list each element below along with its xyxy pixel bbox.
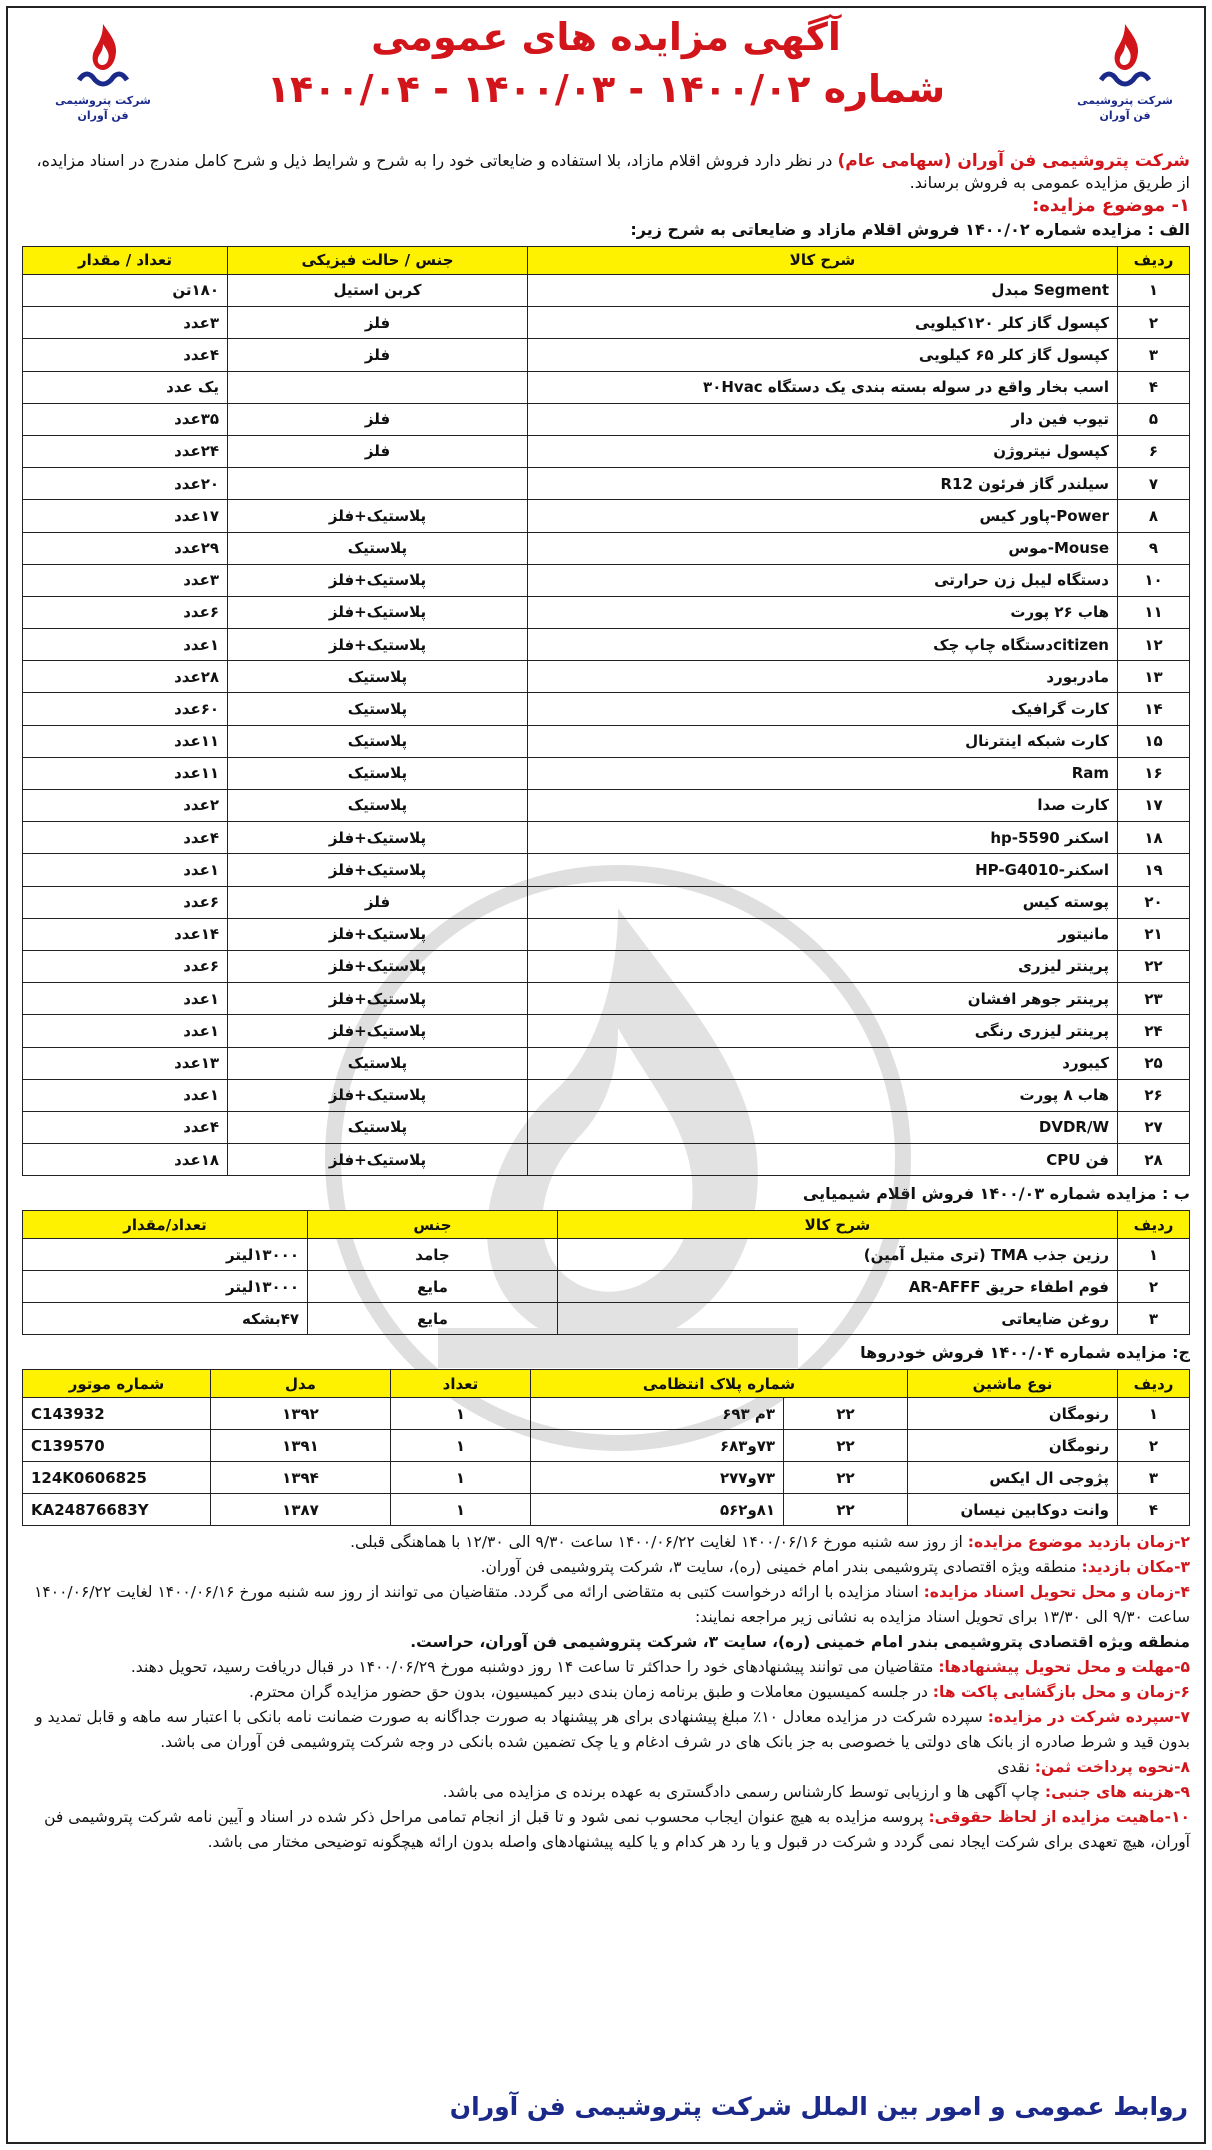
section-a-title: الف : مزایده شماره ۱۴۰۰/۰۲ فروش اقلام مازاد و ضایعاتی به شرح زیر:	[630, 220, 1190, 239]
table-cell: ۱۸۰تن	[23, 275, 228, 307]
term-item	[22, 1630, 1190, 1655]
page-title: آگهی مزایده های عمومی	[371, 15, 841, 59]
table-cell: کارت شبکه اینترنال	[528, 725, 1118, 757]
column-header: نوع ماشین	[908, 1370, 1118, 1398]
table-cell: ۱۹	[1118, 854, 1190, 886]
table-cell: رنومگان	[908, 1398, 1118, 1430]
term-item	[22, 1655, 1190, 1680]
auction-numbers: شماره ۱۴۰۰/۰۲ - ۱۴۰۰/۰۳ - ۱۴۰۰/۰۴	[266, 67, 946, 111]
table-cell: پلاستیک+فلز	[228, 854, 528, 886]
table-cell: ۱عدد	[23, 1015, 228, 1047]
table-cell: پلاستیک+فلز	[228, 950, 528, 982]
table-cell: رنومگان	[908, 1430, 1118, 1462]
company-name: شرکت پتروشیمی فن آوران (سهامی عام)	[837, 151, 1190, 171]
header	[8, 8, 1204, 156]
table-cell: C143932	[23, 1398, 211, 1430]
table-cell: ۱۱عدد	[23, 725, 228, 757]
table-cell: ۴	[1118, 371, 1190, 403]
table-cell: ۱۸	[1118, 822, 1190, 854]
table-cell: ۱۷	[1118, 790, 1190, 822]
logo-caption: شرکت پتروشیمی فن آوران	[55, 94, 151, 122]
table-cell: ۲۲	[784, 1462, 908, 1494]
term-text: سپرده شرکت در مزایده معادل ۱۰٪ مبلغ پیشنهادی برای هر پیشنهاد به صورت جداگانه به صورت ضمانت نامه بانکی با اعتبار سه ماهه و قابل تمدید و بدون قید و شرط صادره از بانک های دولتی یا خصوصی به جز بانک های در شرف ادغام و یا چک تضمین شده بانکی در وجه شرکت پتروشیمی فن آوران می باشد.	[35, 1708, 1190, 1752]
table-cell: ۸۱و۵۶۲	[530, 1494, 783, 1526]
table-cell: ۳	[1118, 1462, 1190, 1494]
table-cell: کپسول گاز کلر ۱۲۰کیلویی	[528, 307, 1118, 339]
section-c-table	[22, 1369, 1190, 1526]
table-cell: مایع	[308, 1303, 558, 1335]
table-row	[23, 725, 1190, 757]
table-cell: ۱	[390, 1462, 530, 1494]
table-cell: ۲۲	[784, 1430, 908, 1462]
table-row	[23, 307, 1190, 339]
table-row	[23, 822, 1190, 854]
intro-text: در نظر دارد فروش اقلام مازاد، بلا استفاده و ضایعاتی خود را به شرح و شرایط ذیل و شرح کامل مندرج در اسناد مزایده، از طریق مزایده عمومی به فروش برساند.	[36, 151, 1190, 192]
term-item	[22, 1580, 1190, 1630]
table-cell: پلاستیک+فلز	[228, 629, 528, 661]
table-cell: ۱	[390, 1494, 530, 1526]
term-item	[22, 1680, 1190, 1705]
table-cell: کارت گرافیک	[528, 693, 1118, 725]
table-cell: اسکنر hp-5590	[528, 822, 1118, 854]
term-label: ۴-زمان و محل تحویل اسناد مزایده:	[923, 1583, 1190, 1602]
column-header: ردیف	[1118, 247, 1190, 275]
term-text: منطقه ویژه اقتصادی پتروشیمی بندر امام خمینی (ره)، سایت ۳، شرکت پتروشیمی فن آوران، حراست.	[410, 1633, 1190, 1652]
table-cell: ۱۲	[1118, 629, 1190, 661]
table-cell: ۷	[1118, 468, 1190, 500]
term-text: چاپ آگهی ها و ارزیابی توسط کارشناس رسمی دادگستری به عهده برنده ی مزایده می باشد.	[442, 1783, 1040, 1802]
table-cell: citizenدستگاه چاپ چک	[528, 629, 1118, 661]
table-cell: پلاستیک+فلز	[228, 564, 528, 596]
table-cell: فلز	[228, 403, 528, 435]
flame-logo-icon	[1094, 22, 1156, 92]
table-row	[23, 468, 1190, 500]
column-header: مدل	[210, 1370, 390, 1398]
table-cell: ۲۴	[1118, 1015, 1190, 1047]
table-cell: پلاستیک	[228, 757, 528, 789]
term-label: ۷-سپرده شرکت در مزایده:	[987, 1708, 1190, 1727]
term-text: پروسه مزایده به هیچ عنوان ایجاب محسوب نمی شود و تا قبل از انجام تمامی مراحل ذکر شده در اسناد و آیین نامه شرکت پتروشیمی فن آوران، هیچ تعهدی برای شرکت ایجاد نمی گردد و شرکت در قبول و یا رد هر کدام و یا کلیه پیشنهادهای واصله بدون ارائه هیچگونه توضیحی مختار می باشد.	[44, 1808, 1190, 1852]
table-cell: پلاستیک	[228, 790, 528, 822]
table-row	[23, 1494, 1190, 1526]
term-text: متقاضیان می توانند پیشنهادهای خود را حداکثر تا ساعت ۱۴ روز دوشنبه مورخ ۱۴۰۰/۰۶/۲۹ در قبال دریافت رسید، تحویل دهند.	[130, 1658, 934, 1677]
table-header-row	[23, 1211, 1190, 1239]
table-cell: ۱۰	[1118, 564, 1190, 596]
term-item	[22, 1755, 1190, 1780]
table-cell: ۱۷عدد	[23, 500, 228, 532]
table-cell: پلاستیک	[228, 532, 528, 564]
flame-logo-icon	[72, 22, 134, 92]
table-cell: ۱۱عدد	[23, 757, 228, 789]
section-a-table	[22, 246, 1190, 1176]
term-text: از روز سه شنبه مورخ ۱۴۰۰/۰۶/۱۶ لغایت ۱۴۰۰/۰۶/۲۲ ساعت ۹/۳۰ الی ۱۲/۳۰ با هماهنگی قبلی.	[350, 1533, 963, 1552]
table-cell: KA24876683Y	[23, 1494, 211, 1526]
table-row	[23, 532, 1190, 564]
term-text: منطقه ویژه اقتصادی پتروشیمی بندر امام خمینی (ره)، سایت ۳، شرکت پتروشیمی فن آوران.	[480, 1558, 1077, 1577]
table-cell: ۲	[1118, 1430, 1190, 1462]
term-label: ۳-مکان بازدید:	[1081, 1558, 1190, 1577]
term-label: ۸-نحوه پرداخت ثمن:	[1034, 1758, 1190, 1777]
table-row	[23, 371, 1190, 403]
table-cell: ۲۹عدد	[23, 532, 228, 564]
table-cell: پلاستیک	[228, 693, 528, 725]
term-item	[22, 1705, 1190, 1755]
table-row	[23, 1144, 1190, 1176]
table-cell: ۱عدد	[23, 854, 228, 886]
table-cell: کربن استیل	[228, 275, 528, 307]
table-cell: ۳عدد	[23, 564, 228, 596]
table-cell: سیلندر گاز فرئون R12	[528, 468, 1118, 500]
table-cell: Mouse-موس	[528, 532, 1118, 564]
term-item	[22, 1530, 1190, 1555]
term-label: ۱۰-ماهیت مزایده از لحاظ حقوقی:	[928, 1808, 1190, 1827]
table-cell: ۲۷	[1118, 1111, 1190, 1143]
table-row	[23, 983, 1190, 1015]
table-cell: ۱	[390, 1398, 530, 1430]
column-header: ردیف	[1118, 1370, 1190, 1398]
section-c-title: ج: مزایده شماره ۱۴۰۰/۰۴ فروش خودروها	[860, 1343, 1190, 1363]
table-cell: ۶عدد	[23, 950, 228, 982]
column-header: تعداد	[390, 1370, 530, 1398]
table-cell: هاب ۲۶ پورت	[528, 596, 1118, 628]
column-header: شماره پلاک انتظامی	[530, 1370, 907, 1398]
table-row	[23, 1015, 1190, 1047]
term-item	[22, 1555, 1190, 1580]
table-cell: ۱۱	[1118, 596, 1190, 628]
term-item	[22, 1805, 1190, 1855]
section-b-title: ب : مزایده شماره ۱۴۰۰/۰۳ فروش اقلام شیمیایی	[802, 1184, 1190, 1204]
table-cell: ۱۶	[1118, 757, 1190, 789]
table-cell: پرینتر لیزری رنگی	[528, 1015, 1118, 1047]
term-label: ۶-زمان و محل بازگشایی پاکت ها:	[932, 1683, 1190, 1702]
table-cell: ۶عدد	[23, 886, 228, 918]
table-row	[23, 435, 1190, 467]
table-cell: پلاستیک	[228, 1111, 528, 1143]
table-cell: ۲۵	[1118, 1047, 1190, 1079]
term-text: اسناد مزایده با ارائه درخواست کتبی به متقاضی ارائه می گردد. متقاضیان می توانند از روز سه شنبه مورخ ۱۴۰۰/۰۶/۱۶ لغایت ۱۴۰۰/۰۶/۲۲ ساعت ۹/۳۰ الی ۱۳/۳۰ برای تحویل اسناد مزایده به نشانی زیر مراجعه نمایند:	[34, 1583, 1190, 1627]
table-cell: ۱عدد	[23, 629, 228, 661]
table-cell: پلاستیک+فلز	[228, 500, 528, 532]
table-cell: ۶	[1118, 435, 1190, 467]
table-cell: ۲۰	[1118, 886, 1190, 918]
table-cell: ۴عدد	[23, 339, 228, 371]
table-cell: ۶۰عدد	[23, 693, 228, 725]
table-row	[23, 1398, 1190, 1430]
table-row	[23, 1079, 1190, 1111]
table-cell: ۱۵	[1118, 725, 1190, 757]
term-item	[22, 1780, 1190, 1805]
table-cell: ۵	[1118, 403, 1190, 435]
table-row	[23, 1111, 1190, 1143]
term-text: در جلسه کمیسیون معاملات و طبق برنامه زمان بندی دبیر کمیسیون، بدون حق حضور مزایده گران محترم.	[249, 1683, 928, 1702]
table-cell: ۳	[1118, 1303, 1190, 1335]
column-header: شرح کالا	[528, 247, 1118, 275]
table-cell: جامد	[308, 1239, 558, 1271]
term-label: ۹-هزینه های جنبی:	[1044, 1783, 1190, 1802]
table-cell: وانت دوکابین نیسان	[908, 1494, 1118, 1526]
table-cell: ۱۸عدد	[23, 1144, 228, 1176]
table-cell: کیبورد	[528, 1047, 1118, 1079]
table-cell: فوم اطفاء حریق AR-AFFF	[558, 1271, 1118, 1303]
table-cell	[228, 371, 528, 403]
table-cell: ۸	[1118, 500, 1190, 532]
table-cell: ۱۳۹۴	[210, 1462, 390, 1494]
table-cell: فلز	[228, 886, 528, 918]
table-cell: کپسول گاز کلر ۶۵ کیلویی	[528, 339, 1118, 371]
table-cell: ۱	[1118, 1239, 1190, 1271]
table-cell: ۲۲	[784, 1494, 908, 1526]
table-row	[23, 1303, 1190, 1335]
table-cell: مایع	[308, 1271, 558, 1303]
table-cell: Ram	[528, 757, 1118, 789]
column-header: تعداد/مقدار	[23, 1211, 308, 1239]
table-cell: پلاستیک+فلز	[228, 1015, 528, 1047]
table-cell: ۲۱	[1118, 918, 1190, 950]
table-cell: ۴عدد	[23, 1111, 228, 1143]
terms-list	[8, 1526, 1204, 1855]
table-cell: Power-پاور کیس	[528, 500, 1118, 532]
table-row	[23, 918, 1190, 950]
table-cell: ۴عدد	[23, 822, 228, 854]
table-cell: اسکنر-HP-G4010	[528, 854, 1118, 886]
intro-paragraph	[8, 150, 1204, 194]
table-cell: ۲	[1118, 1271, 1190, 1303]
table-cell: پرینتر جوهر افشان	[528, 983, 1118, 1015]
table-cell: ۱۳۰۰۰لیتر	[23, 1271, 308, 1303]
section-b-table	[22, 1210, 1190, 1335]
table-cell: پلاستیک	[228, 661, 528, 693]
company-logo-left	[48, 22, 158, 127]
table-cell: رزین جذب TMA (تری متیل آمین)	[558, 1239, 1118, 1271]
table-cell: C139570	[23, 1430, 211, 1462]
table-cell: ۲۸	[1118, 1144, 1190, 1176]
table-row	[23, 854, 1190, 886]
table-cell: ۶عدد	[23, 596, 228, 628]
subject-heading: ۱- موضوع مزایده:	[1032, 195, 1190, 216]
table-cell: پرینتر لیزری	[528, 950, 1118, 982]
table-cell: ۳م ۶۹۳	[530, 1398, 783, 1430]
table-cell: پلاستیک	[228, 725, 528, 757]
table-cell: ۳عدد	[23, 307, 228, 339]
term-label: ۲-زمان بازدید موضوع مزایده:	[967, 1533, 1190, 1552]
table-cell: پلاستیک+فلز	[228, 983, 528, 1015]
table-cell: ۷۳و۲۷۷	[530, 1462, 783, 1494]
column-header: تعداد / مقدار	[23, 247, 228, 275]
column-header: ردیف	[1118, 1211, 1190, 1239]
column-header: جنس / حالت فیزیکی	[228, 247, 528, 275]
logo-caption: شرکت پتروشیمی فن آوران	[1077, 94, 1173, 122]
table-cell: ۱عدد	[23, 1079, 228, 1111]
table-cell: ۱	[390, 1430, 530, 1462]
table-cell: فلز	[228, 307, 528, 339]
column-header: شماره موتور	[23, 1370, 211, 1398]
table-row	[23, 500, 1190, 532]
table-row	[23, 275, 1190, 307]
table-cell: فن CPU	[528, 1144, 1118, 1176]
table-cell: ۷۳و۶۸۳	[530, 1430, 783, 1462]
table-row	[23, 886, 1190, 918]
table-cell: روغن ضایعاتی	[558, 1303, 1118, 1335]
company-logo-right	[1070, 22, 1180, 127]
table-row	[23, 564, 1190, 596]
column-header: شرح کالا	[558, 1211, 1118, 1239]
table-cell: پلاستیک	[228, 1047, 528, 1079]
table-cell: ۲۸عدد	[23, 661, 228, 693]
table-row	[23, 1271, 1190, 1303]
table-cell: ۱۴	[1118, 693, 1190, 725]
table-cell: فلز	[228, 435, 528, 467]
table-cell: پوسته کیس	[528, 886, 1118, 918]
table-row	[23, 693, 1190, 725]
table-cell: ۱۳۸۷	[210, 1494, 390, 1526]
table-cell: ۲	[1118, 307, 1190, 339]
table-cell: پلاستیک+فلز	[228, 1144, 528, 1176]
table-row	[23, 950, 1190, 982]
table-cell: پژوجی ال ایکس	[908, 1462, 1118, 1494]
table-cell: اسب بخار واقع در سوله بسته بندی یک دستگاه ۳۰Hvac	[528, 371, 1118, 403]
table-row	[23, 629, 1190, 661]
table-cell: کارت صدا	[528, 790, 1118, 822]
table-cell: ۲۲	[784, 1398, 908, 1430]
table-row	[23, 1239, 1190, 1271]
table-cell: ۱عدد	[23, 983, 228, 1015]
term-text: نقدی	[997, 1758, 1030, 1777]
table-cell: 124K0606825	[23, 1462, 211, 1494]
table-cell: ۴	[1118, 1494, 1190, 1526]
table-cell: پلاستیک+فلز	[228, 918, 528, 950]
table-row	[23, 596, 1190, 628]
table-cell: ۱	[1118, 1398, 1190, 1430]
title-block	[178, 12, 1034, 116]
table-cell: دستگاه لیبل زن حرارتی	[528, 564, 1118, 596]
table-cell: ۱۳عدد	[23, 1047, 228, 1079]
table-cell: ۴۷بشکه	[23, 1303, 308, 1335]
table-cell: ۱۳۰۰۰لیتر	[23, 1239, 308, 1271]
table-cell	[228, 468, 528, 500]
table-cell: پلاستیک+فلز	[228, 822, 528, 854]
table-cell: مانیتور	[528, 918, 1118, 950]
table-cell: ۳۵عدد	[23, 403, 228, 435]
table-row	[23, 790, 1190, 822]
term-label: ۵-مهلت و محل تحویل پیشنهادها:	[938, 1658, 1190, 1677]
table-cell: ۲۲	[1118, 950, 1190, 982]
table-row	[23, 339, 1190, 371]
table-cell: مادربورد	[528, 661, 1118, 693]
table-row	[23, 1462, 1190, 1494]
table-cell: ۱۳۹۱	[210, 1430, 390, 1462]
table-cell: هاب ۸ پورت	[528, 1079, 1118, 1111]
table-cell: ۲۳	[1118, 983, 1190, 1015]
table-cell: ۹	[1118, 532, 1190, 564]
table-cell: ۱۳۹۲	[210, 1398, 390, 1430]
table-cell: یک عدد	[23, 371, 228, 403]
table-row	[23, 1047, 1190, 1079]
table-cell: ۱	[1118, 275, 1190, 307]
table-cell: ۱۳	[1118, 661, 1190, 693]
table-cell: ۲۰عدد	[23, 468, 228, 500]
table-cell: ۲۶	[1118, 1079, 1190, 1111]
table-cell: DVDR/W	[528, 1111, 1118, 1143]
table-cell: فلز	[228, 339, 528, 371]
column-header: جنس	[308, 1211, 558, 1239]
table-cell: پلاستیک+فلز	[228, 1079, 528, 1111]
table-cell: تیوب فین دار	[528, 403, 1118, 435]
advertisement-page	[6, 6, 1206, 2144]
table-cell: Segment مبدل	[528, 275, 1118, 307]
footer-signature: روابط عمومی و امور بین الملل شرکت پتروشیمی فن آوران	[449, 2092, 1188, 2122]
table-row	[23, 661, 1190, 693]
table-header-row	[23, 1370, 1190, 1398]
table-cell: پلاستیک+فلز	[228, 596, 528, 628]
table-cell: ۲۴عدد	[23, 435, 228, 467]
table-row	[23, 757, 1190, 789]
table-header-row	[23, 247, 1190, 275]
table-row	[23, 403, 1190, 435]
table-row	[23, 1430, 1190, 1462]
table-cell: ۱۴عدد	[23, 918, 228, 950]
table-cell: ۲عدد	[23, 790, 228, 822]
table-cell: ۳	[1118, 339, 1190, 371]
table-cell: کپسول نیتروژن	[528, 435, 1118, 467]
